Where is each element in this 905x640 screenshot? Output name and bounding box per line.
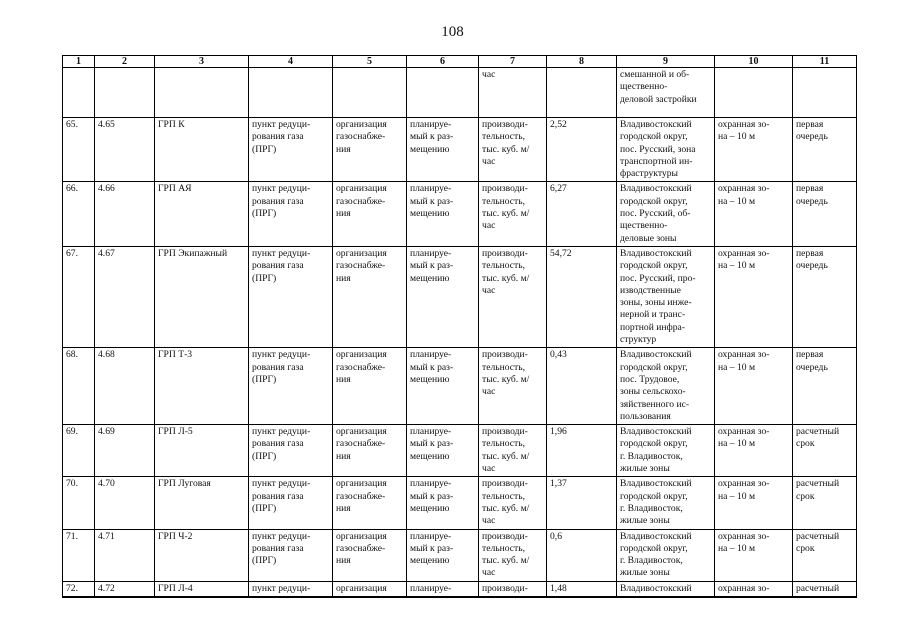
- table-cell: охранная зо- на – 10 м: [715, 182, 793, 246]
- table-cell: производи- тельность, тыс. куб. м/ час: [479, 425, 547, 477]
- table-cell: 65.: [63, 118, 95, 182]
- column-header: 4: [249, 56, 333, 68]
- table-row: [63, 68, 857, 118]
- table-cell: пункт редуци-: [249, 581, 333, 597]
- column-header: 11: [793, 56, 857, 68]
- table-cell: планируе- мый к раз- мещению: [407, 118, 479, 182]
- page-number: 108: [441, 24, 464, 40]
- column-header: 6: [407, 56, 479, 68]
- table-cell: 1,37: [547, 477, 617, 529]
- table-cell: планируе-: [407, 581, 479, 597]
- table-cell: 72.: [63, 581, 95, 597]
- table-cell: производи- тельность, тыс. куб. м/ час: [479, 477, 547, 529]
- table-cell: производи- тельность, тыс. куб. м/ час: [479, 348, 547, 425]
- table-cell: организация: [333, 581, 407, 597]
- table-row: [63, 246, 857, 347]
- table-cell: первая очередь: [793, 182, 857, 246]
- table-row: [63, 182, 857, 246]
- table-cell: Владивостокский городской округ, пос. Русский, зона транспортной ин- фраструктуры: [617, 118, 715, 182]
- table-cell: расчетный срок: [793, 529, 857, 581]
- table-cell: [715, 68, 793, 118]
- table-cell: организация газоснабже- ния: [333, 348, 407, 425]
- column-header: 9: [617, 56, 715, 68]
- table-cell: охранная зо- на – 10 м: [715, 246, 793, 347]
- table-cell: 1,48: [547, 581, 617, 597]
- table-cell: охранная зо- на – 10 м: [715, 348, 793, 425]
- column-header: 7: [479, 56, 547, 68]
- table-cell: расчетный срок: [793, 425, 857, 477]
- table-cell: ГРП Луговая: [155, 477, 249, 529]
- table-cell: Владивостокский городской округ, пос. Русский, об- щественно- деловые зоны: [617, 182, 715, 246]
- table-cell: организация газоснабже- ния: [333, 425, 407, 477]
- table-cell: [249, 68, 333, 118]
- table-cell: 4.67: [95, 246, 155, 347]
- table-cell: 4.72: [95, 581, 155, 597]
- table-cell: 66.: [63, 182, 95, 246]
- table-cell: пункт редуци- рования газа (ПРГ): [249, 348, 333, 425]
- table-cell: [155, 68, 249, 118]
- table-cell: 4.69: [95, 425, 155, 477]
- table-cell: ГРП Л-5: [155, 425, 249, 477]
- table-cell: первая очередь: [793, 246, 857, 347]
- table-cell: планируе- мый к раз- мещению: [407, 182, 479, 246]
- table-row: [63, 118, 857, 182]
- table-cell: пункт редуци- рования газа (ПРГ): [249, 246, 333, 347]
- table-cell: 6,27: [547, 182, 617, 246]
- facilities-table: [62, 55, 857, 598]
- table-cell: Владивостокский городской округ, пос. Трудовое, зоны сельскохо- зяйственного ис- пользования: [617, 348, 715, 425]
- table-cell: ГРП Экипажный: [155, 246, 249, 347]
- table-cell: 4.68: [95, 348, 155, 425]
- table-cell: пункт редуци- рования газа (ПРГ): [249, 425, 333, 477]
- table-cell: производи-: [479, 581, 547, 597]
- table-cell: расчетный: [793, 581, 857, 597]
- table-cell: 54,72: [547, 246, 617, 347]
- table-cell: 4.71: [95, 529, 155, 581]
- table-cell: производи- тельность, тыс. куб. м/ час: [479, 118, 547, 182]
- table-cell: планируе- мый к раз- мещению: [407, 246, 479, 347]
- table-cell: планируе- мый к раз- мещению: [407, 348, 479, 425]
- table-cell: час: [479, 68, 547, 118]
- table-cell: 67.: [63, 246, 95, 347]
- table-cell: 4.66: [95, 182, 155, 246]
- table-cell: смешанной и об- щественно- деловой застройки: [617, 68, 715, 118]
- table-cell: первая очередь: [793, 118, 857, 182]
- table-cell: 1,96: [547, 425, 617, 477]
- table-cell: 0,43: [547, 348, 617, 425]
- table-cell: охранная зо- на – 10 м: [715, 425, 793, 477]
- table-cell: 4.70: [95, 477, 155, 529]
- table-cell: Владивостокский: [617, 581, 715, 597]
- table-cell: охранная зо- на – 10 м: [715, 118, 793, 182]
- table-cell: 69.: [63, 425, 95, 477]
- table-cell: охранная зо- на – 10 м: [715, 529, 793, 581]
- column-header: 5: [333, 56, 407, 68]
- table-cell: 2,52: [547, 118, 617, 182]
- table-cell: [793, 68, 857, 118]
- table-cell: [407, 68, 479, 118]
- table-cell: [547, 68, 617, 118]
- table-cell: [63, 68, 95, 118]
- table-cell: ГРП Л-4: [155, 581, 249, 597]
- table-cell: организация газоснабже- ния: [333, 529, 407, 581]
- table-cell: производи- тельность, тыс. куб. м/ час: [479, 529, 547, 581]
- table-row: [63, 425, 857, 477]
- table-row: [63, 581, 857, 597]
- table-row: [63, 348, 857, 425]
- table-cell: Владивостокский городской округ, г. Владивосток, жилые зоны: [617, 425, 715, 477]
- table-cell: расчетный срок: [793, 477, 857, 529]
- column-header: 10: [715, 56, 793, 68]
- table-cell: пункт редуци- рования газа (ПРГ): [249, 529, 333, 581]
- table-cell: планируе- мый к раз- мещению: [407, 425, 479, 477]
- table-cell: 68.: [63, 348, 95, 425]
- table-cell: [95, 68, 155, 118]
- header-row: [63, 56, 857, 68]
- table-cell: организация газоснабже- ния: [333, 182, 407, 246]
- table-cell: 0,6: [547, 529, 617, 581]
- column-header: 3: [155, 56, 249, 68]
- table-cell: Владивостокский городской округ, пос. Русский, про- изводственные зоны, зоны инже- нерной и транс- портной инфра- структур: [617, 246, 715, 347]
- table-cell: планируе- мый к раз- мещению: [407, 529, 479, 581]
- table-cell: ГРП К: [155, 118, 249, 182]
- table-cell: Владивостокский городской округ, г. Владивосток, жилые зоны: [617, 529, 715, 581]
- table-row: [63, 477, 857, 529]
- table-cell: ГРП Т-3: [155, 348, 249, 425]
- table-cell: 70.: [63, 477, 95, 529]
- table-cell: 4.65: [95, 118, 155, 182]
- table-cell: Владивостокский городской округ, г. Владивосток, жилые зоны: [617, 477, 715, 529]
- table-cell: пункт редуци- рования газа (ПРГ): [249, 477, 333, 529]
- table-cell: первая очередь: [793, 348, 857, 425]
- table-cell: организация газоснабже- ния: [333, 118, 407, 182]
- table-row: [63, 529, 857, 581]
- table-cell: 71.: [63, 529, 95, 581]
- table-cell: охранная зо- на – 10 м: [715, 477, 793, 529]
- table-cell: охранная зо-: [715, 581, 793, 597]
- column-header: 2: [95, 56, 155, 68]
- table-cell: [333, 68, 407, 118]
- table-cell: ГРП Ч-2: [155, 529, 249, 581]
- table-cell: производи- тельность, тыс. куб. м/ час: [479, 182, 547, 246]
- table-cell: организация газоснабже- ния: [333, 477, 407, 529]
- table-cell: производи- тельность, тыс. куб. м/ час: [479, 246, 547, 347]
- column-header: 8: [547, 56, 617, 68]
- table-cell: пункт редуци- рования газа (ПРГ): [249, 182, 333, 246]
- table-cell: организация газоснабже- ния: [333, 246, 407, 347]
- table-cell: ГРП АЯ: [155, 182, 249, 246]
- table-cell: планируе- мый к раз- мещению: [407, 477, 479, 529]
- column-header: 1: [63, 56, 95, 68]
- table-cell: пункт редуци- рования газа (ПРГ): [249, 118, 333, 182]
